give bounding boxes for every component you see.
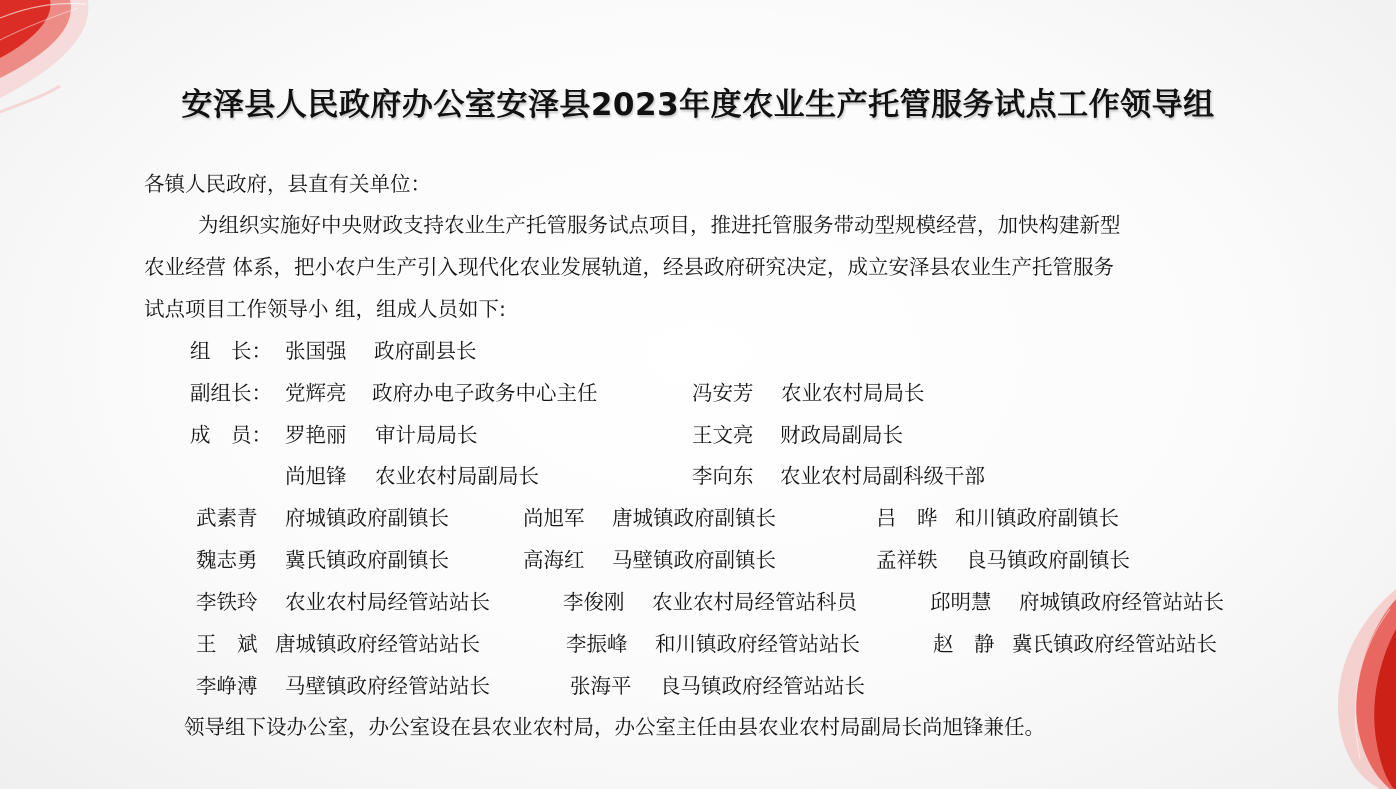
body-line-3: 试点项目工作领导小 组，组成人员如下: — [144, 297, 506, 321]
member-name: 李振峰 — [566, 632, 628, 656]
member-title: 和川镇政府经管站站长 — [655, 632, 860, 656]
member-name: 吕 晔 — [876, 506, 938, 530]
member-title: 审计局局长 — [375, 423, 478, 447]
member-name: 魏志勇 — [196, 548, 258, 572]
member-name: 武素青 — [196, 506, 258, 530]
member-title: 冀氏镇政府副镇长 — [285, 548, 449, 572]
deputy-name: 冯安芳 — [692, 381, 754, 405]
member-name: 李俊刚 — [563, 590, 625, 614]
member-title: 府城镇政府副镇长 — [285, 506, 449, 530]
member-name: 尚旭军 — [523, 506, 585, 530]
member-name: 王 斌 — [196, 632, 258, 656]
member-title: 农业农村局经管站科员 — [652, 590, 857, 614]
member-title: 良马镇政府副镇长 — [966, 548, 1130, 572]
member-title: 农业农村局副局长 — [375, 464, 539, 488]
member-name: 李铁玲 — [196, 590, 258, 614]
document-title: 安泽县人民政府办公室安泽县2023年度农业生产托管服务试点工作领导组 — [181, 87, 1215, 123]
deputy-role-label: 副组长： — [190, 381, 272, 405]
member-name: 罗艳丽 — [285, 423, 347, 447]
member-title: 唐城镇政府副镇长 — [612, 506, 776, 530]
member-title: 良马镇政府经管站站长 — [660, 674, 865, 698]
member-name: 王文亮 — [692, 423, 754, 447]
member-title: 马壁镇政府副镇长 — [612, 548, 776, 572]
member-name: 邱明慧 — [930, 590, 992, 614]
member-name: 李峥溥 — [196, 674, 258, 698]
red-ribbon-bottom-right-decoration — [1320, 589, 1396, 789]
body-line-1: 为组织实施好中央财政支持农业生产托管服务试点项目，推进托管服务带动型规模经营，加快构建新型 — [198, 213, 1121, 237]
deputy-title: 政府办电子政务中心主任 — [372, 381, 598, 405]
member-role-label: 成 员： — [190, 423, 272, 447]
member-title: 唐城镇政府经管站站长 — [275, 632, 480, 656]
member-title: 府城镇政府经管站站长 — [1019, 590, 1224, 614]
deputy-name: 党辉亮 — [285, 381, 347, 405]
member-name: 张海平 — [570, 674, 632, 698]
closing-paragraph: 领导组下设办公室，办公室设在县农业农村局，办公室主任由县农业农村局副局长尚旭锋兼任。 — [184, 715, 1045, 739]
member-name: 尚旭锋 — [285, 464, 347, 488]
member-title: 财政局副局长 — [780, 423, 903, 447]
salutation: 各镇人民政府，县直有关单位： — [144, 172, 431, 196]
leader-title: 政府副县长 — [374, 339, 477, 363]
member-title: 冀氏镇政府经管站站长 — [1012, 632, 1217, 656]
leader-name: 张国强 — [285, 339, 347, 363]
deputy-title: 农业农村局局长 — [781, 381, 925, 405]
body-line-2: 农业经营 体系，把小农户生产引入现代化农业发展轨道，经县政府研究决定，成立安泽县农业生产托管服务 — [144, 255, 1115, 279]
member-name: 李向东 — [692, 464, 754, 488]
member-title: 农业农村局副科级干部 — [780, 464, 985, 488]
member-title: 农业农村局经管站站长 — [285, 590, 490, 614]
leader-role-label: 组 长： — [190, 339, 272, 363]
member-title: 马壁镇政府经管站站长 — [285, 674, 490, 698]
member-name: 孟祥轶 — [876, 548, 938, 572]
member-name: 赵 静 — [933, 632, 995, 656]
member-title: 和川镇政府副镇长 — [955, 506, 1119, 530]
member-name: 高海红 — [523, 548, 585, 572]
